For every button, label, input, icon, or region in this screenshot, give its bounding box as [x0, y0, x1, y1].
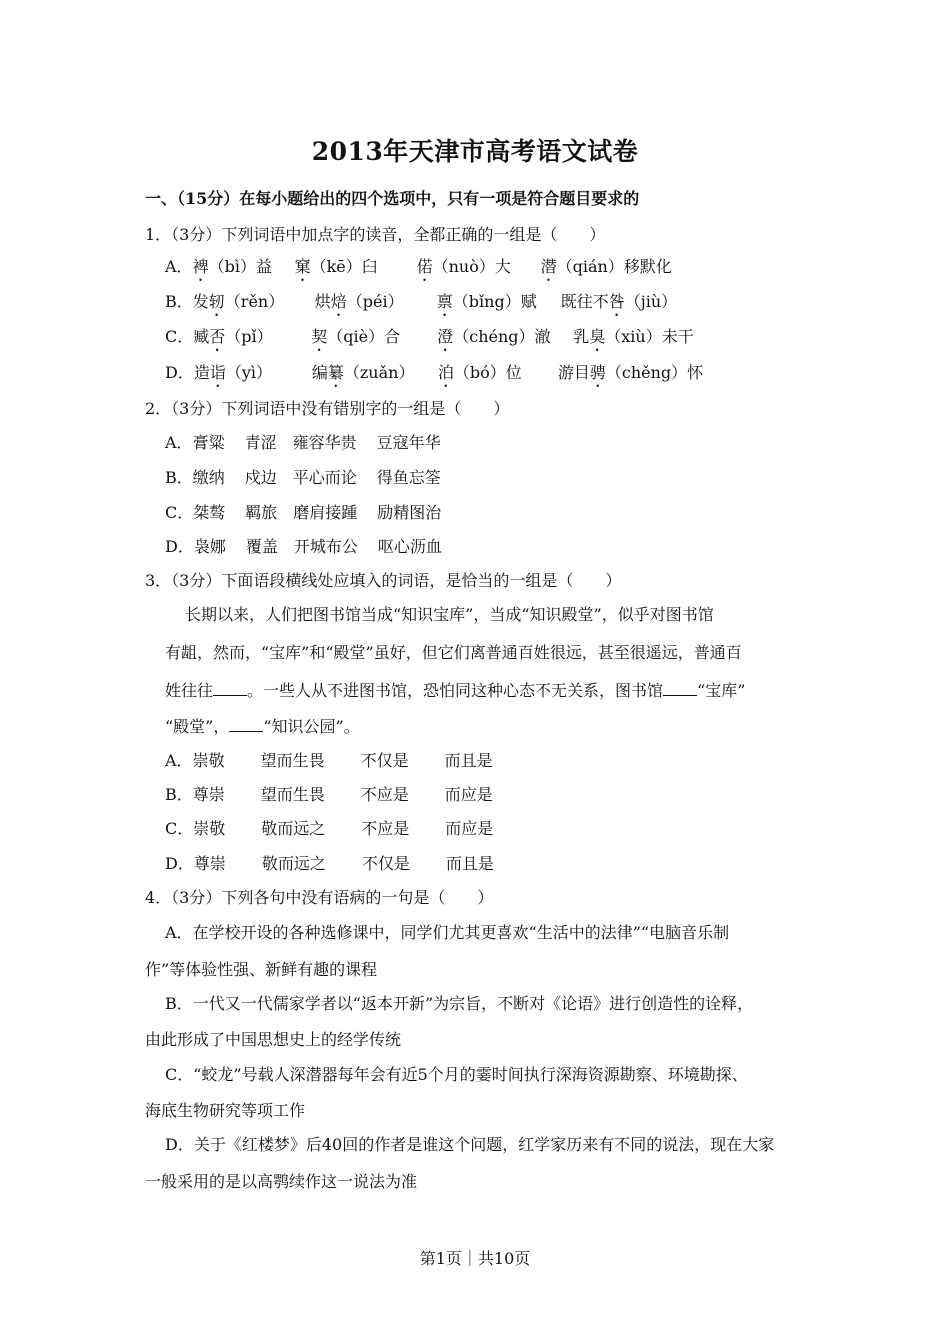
question-3-stem: 3．（3分）下面语段横线处应填入的词语，是恰当的一组是（ ） [145, 571, 622, 590]
question-1-stem: 1．（3分）下列词语中加点字的读音，全都正确的一组是（ ） [145, 225, 606, 244]
question-4-stem: 4．（3分）下列各句中没有语病的一句是（ ） [145, 888, 494, 907]
fill-blank-3 [229, 717, 263, 732]
page-title: 2013年天津市高考语文试卷 [311, 137, 639, 166]
page-footer: 第1页｜共10页 [419, 1249, 531, 1268]
question-3-option-d: D．尊崇 敬而远之 不仅是 而且是 [165, 854, 494, 873]
question-1-option-b: B．发轫（rěn） 烘焙（péi） 禀（bǐng）赋 既往不咎（jiù） [165, 292, 678, 311]
question-2-option-c: C．桀骜 羁旅 磨肩接踵 励精图治 [165, 503, 442, 522]
question-3-option-c: C．崇敬 敬而远之 不应是 而应是 [165, 819, 494, 838]
question-3-passage-line-4: “殿堂”， “知识公园”。 [165, 717, 360, 736]
question-1-option-c: C．臧否（pǐ） 契（qiè）合 澄（chéng）澈 乳臭（xiù）未干 [165, 327, 694, 346]
fill-blank-1 [213, 681, 247, 696]
question-3-option-a: A．崇敬 望而生畏 不仅是 而且是 [165, 751, 493, 770]
question-3-passage-line-3: 姓往往 。一些人从不进图书馆，恐怕同这种心态不无关系，图书馆 “宝库” [165, 681, 746, 700]
question-2-option-d: D．袅娜 覆盖 开城布公 呕心沥血 [165, 537, 442, 556]
question-1-option-a: A．裨（bì）益 窠（kē）臼 偌（nuò）大 潜（qián）移默化 [165, 257, 672, 276]
question-4-option-a-line-2: 作”等体验性强、新鲜有趣的课程 [145, 960, 378, 979]
question-3-passage-line-1: 长期以来，人们把图书馆当成“知识宝库”，当成“知识殿堂”，似乎对图书馆 [185, 605, 714, 624]
question-4-option-c-line-2: 海底生物研究等项工作 [145, 1101, 306, 1120]
question-2-stem: 2．（3分）下列词语中没有错别字的一组是（ ） [145, 399, 510, 418]
question-4-option-d-line-2: 一般采用的是以高鹗续作这一说法为准 [145, 1172, 418, 1191]
question-4-option-b-line-2: 由此形成了中国思想史上的经学传统 [145, 1030, 402, 1049]
question-4-option-a-line-1: A．在学校开设的各种选修课中，同学们尤其更喜欢“生活中的法律”“电脑音乐制 [165, 923, 730, 942]
question-4-option-b-line-1: B．一代又一代儒家学者以“返本开新”为宗旨，不断对《论语》进行创造性的诠释， [165, 994, 754, 1013]
question-4-option-c-line-1: C．“蛟龙”号载人深潜器每年会有近5个月的霎时间执行深海资源勘察、环境勘探、 [165, 1065, 748, 1084]
question-3-option-b: B．尊崇 望而生畏 不应是 而应是 [165, 785, 493, 804]
question-4-option-d-line-1: D．关于《红楼梦》后40回的作者是谁这个问题，红学家历来有不同的说法，现在大家 [165, 1135, 775, 1154]
question-1-option-d: D．造诣（yì） 编纂（zuǎn） 泊（bó）位 游目骋（chěng）怀 [165, 363, 704, 382]
fill-blank-2 [663, 681, 697, 696]
question-3-passage-line-2: 有龃，然而，“宝库”和“殿堂”虽好，但它们离普通百姓很远，甚至很遥远，普通百 [165, 643, 742, 662]
question-2-option-b: B．缴纳 戍边 平心而论 得鱼忘筌 [165, 468, 441, 487]
section-heading: 一、（15分）在每小题给出的四个选项中，只有一项是符合题目要求的 [145, 189, 640, 208]
question-2-option-a: A．膏粱 青涩 雍容华贵 豆寇年华 [165, 433, 441, 452]
